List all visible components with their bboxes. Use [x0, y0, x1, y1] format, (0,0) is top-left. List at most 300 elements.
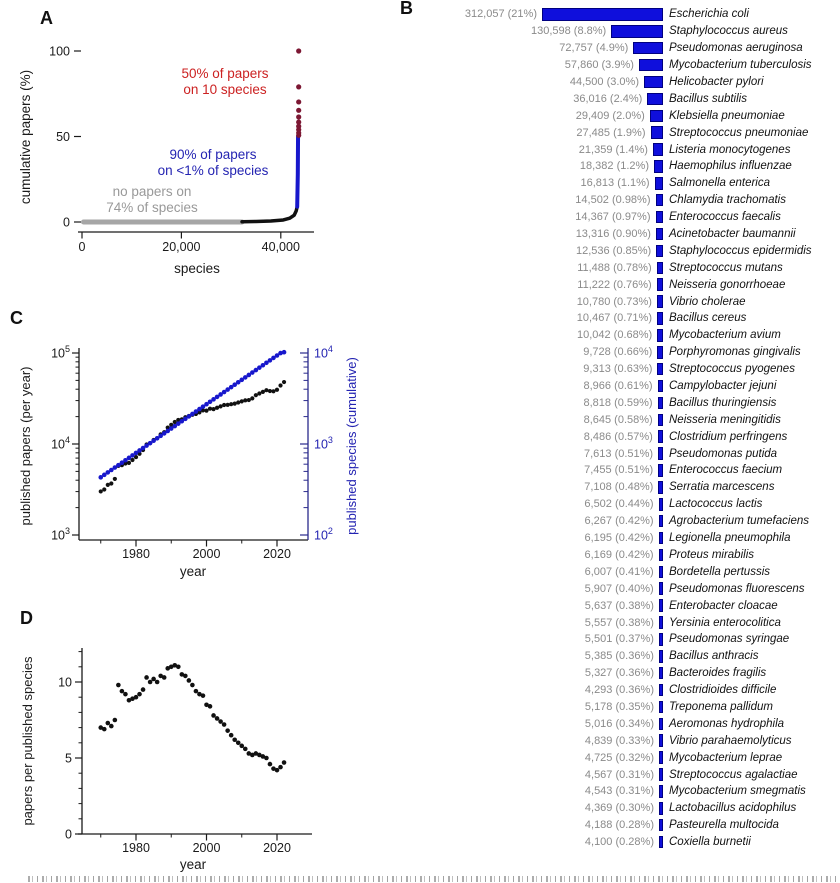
data-point	[137, 692, 142, 697]
data-point	[296, 84, 301, 89]
bar-row	[400, 783, 840, 800]
bar-row	[400, 597, 840, 614]
bar-value-label: 5,501 (0.37%)	[584, 633, 654, 646]
x-tick-label: 0	[78, 240, 86, 254]
bar-value-label: 21,359 (1.4%)	[578, 143, 648, 156]
data-point	[99, 489, 103, 493]
data-point	[148, 680, 153, 685]
bar-value-label: 72,757 (4.9%)	[559, 42, 629, 55]
bar-row	[400, 209, 840, 226]
bar	[647, 93, 663, 106]
bar-value-label: 8,645 (0.58%)	[583, 413, 653, 426]
bar	[659, 684, 663, 697]
bar	[659, 751, 663, 764]
data-point	[239, 744, 244, 749]
bar-row	[400, 563, 840, 580]
bar-cell	[400, 819, 663, 832]
bar	[659, 599, 663, 612]
x-axis-label: year	[179, 564, 207, 579]
panel-d-letter: D	[20, 608, 33, 628]
bar	[651, 126, 664, 139]
data-point	[278, 383, 282, 387]
bar	[658, 430, 663, 443]
bar	[659, 768, 663, 781]
data-point	[296, 108, 301, 113]
bar-row	[400, 23, 840, 40]
data-point	[151, 677, 156, 682]
bar-cell	[400, 566, 663, 579]
bar-value-label: 4,839 (0.33%)	[584, 734, 654, 747]
species-name: Neisseria gonorrhoeae	[669, 278, 786, 291]
data-point	[296, 120, 301, 125]
bar-cell	[400, 76, 663, 89]
bar-value-label: 312,057 (21%)	[464, 8, 537, 21]
x-tick-label: 1980	[122, 547, 150, 561]
bar-row	[400, 192, 840, 209]
right-axis-label: published species (cumulative)	[344, 357, 359, 535]
bar-cell	[400, 160, 663, 173]
bar-row	[400, 631, 840, 648]
bar-value-label: 5,637 (0.38%)	[584, 599, 654, 612]
bar-cell	[400, 194, 663, 207]
bar-value-label: 10,780 (0.73%)	[576, 295, 652, 308]
bar-value-label: 36,016 (2.4%)	[573, 92, 643, 105]
x-tick-label: 2020	[263, 547, 291, 561]
bar-row	[400, 293, 840, 310]
bar-row	[400, 513, 840, 530]
species-name: Staphylococcus epidermidis	[669, 244, 812, 257]
bar	[659, 549, 663, 562]
bar-value-label: 27,485 (1.9%)	[576, 126, 646, 139]
species-name: Chlamydia trachomatis	[669, 194, 786, 207]
species-name: Pseudomonas fluorescens	[669, 582, 805, 595]
data-point	[296, 114, 301, 119]
species-name: Vibrio parahaemolyticus	[669, 734, 792, 747]
bar	[657, 312, 663, 325]
bar-value-label: 8,486 (0.57%)	[583, 430, 653, 443]
bar-value-label: 6,502 (0.44%)	[584, 498, 654, 511]
bar-cell	[400, 380, 663, 393]
species-name: Mycobacterium tuberculosis	[669, 59, 812, 72]
right-tick-label: $10^3$	[314, 435, 333, 452]
bar	[659, 785, 663, 798]
bar-cell	[400, 228, 663, 241]
bar	[659, 718, 663, 731]
bar-cell	[400, 312, 663, 325]
bar-row	[400, 445, 840, 462]
bar-cell	[400, 414, 663, 427]
bar-cell	[400, 498, 663, 511]
bar-cell	[400, 59, 663, 72]
cropped-caption-strip	[28, 876, 840, 882]
species-with-few-papers	[242, 207, 297, 222]
species-name: Bordetella pertussis	[669, 565, 770, 578]
bar-value-label: 5,327 (0.36%)	[584, 667, 654, 680]
x-tick-label: 2000	[192, 547, 221, 561]
data-point	[264, 388, 268, 392]
bar-row	[400, 614, 840, 631]
bar-value-label: 4,188 (0.28%)	[584, 819, 654, 832]
bar-cell	[400, 110, 663, 123]
bar	[639, 59, 663, 72]
data-point	[268, 762, 273, 767]
bar-cell	[400, 93, 663, 106]
panel-b-letter: B	[400, 0, 413, 18]
species-name: Lactobacillus acidophilus	[669, 802, 797, 815]
bar-row	[400, 699, 840, 716]
data-point	[275, 768, 280, 773]
bar	[659, 515, 663, 528]
x-tick-label: 20,000	[162, 240, 201, 254]
bar-row	[400, 547, 840, 564]
bar-cell	[400, 245, 663, 258]
species-name: Escherichia coli	[669, 8, 749, 21]
bar-value-label: 6,169 (0.42%)	[584, 548, 654, 561]
panel-a-letter: A	[40, 8, 53, 28]
bar-value-label: 9,313 (0.63%)	[583, 363, 653, 376]
bar-value-label: 11,222 (0.76%)	[577, 278, 652, 291]
bar-cell	[400, 177, 663, 190]
data-point	[282, 350, 287, 355]
bar-value-label: 7,613 (0.51%)	[584, 447, 654, 460]
bar-row	[400, 6, 840, 23]
bar-row	[400, 682, 840, 699]
species-name: Campylobacter jejuni	[669, 380, 777, 393]
data-point	[282, 760, 287, 765]
data-point	[278, 765, 283, 770]
papers-series	[99, 380, 287, 494]
bar	[659, 566, 663, 579]
species-name: Enterococcus faecium	[669, 464, 783, 477]
species-name: Serratia marcescens	[669, 481, 775, 494]
right-tick-label: $10^2$	[314, 526, 333, 543]
data-point	[194, 689, 199, 694]
y-tick-label: 50	[56, 130, 70, 144]
species-name: Porphyromonas gingivalis	[669, 346, 801, 359]
bar-row	[400, 276, 840, 293]
bar-cell	[400, 346, 663, 359]
bar	[659, 498, 664, 511]
data-point	[222, 722, 227, 727]
species-name: Pasteurella multocida	[669, 819, 779, 832]
bar-cell	[400, 701, 663, 714]
bar-row	[400, 74, 840, 91]
bar	[633, 42, 663, 55]
data-point	[102, 487, 106, 491]
y-tick-label: 0	[63, 215, 70, 230]
bar-cell	[400, 633, 663, 646]
bar-row	[400, 378, 840, 395]
species-name: Neisseria meningitidis	[669, 413, 781, 426]
left-tick-label: $10^5$	[51, 344, 70, 361]
species-name: Acinetobacter baumannii	[669, 228, 796, 241]
bar-cell	[400, 430, 663, 443]
data-point	[134, 695, 139, 700]
left-tick-label: $10^4$	[51, 435, 70, 452]
bar	[659, 616, 663, 629]
bar-row	[400, 749, 840, 766]
bar-row	[400, 310, 840, 327]
x-tick-label: 2020	[263, 841, 291, 855]
bar-row	[400, 800, 840, 817]
data-point	[243, 747, 248, 752]
bar	[657, 346, 663, 359]
data-point	[116, 683, 121, 688]
species-name: Klebsiella pneumoniae	[669, 109, 785, 122]
bar-cell	[400, 211, 663, 224]
x-axis-label: species	[174, 261, 220, 276]
bar	[658, 380, 663, 393]
species-name: Pseudomonas putida	[669, 447, 778, 460]
y-tick-label: 10	[58, 675, 72, 690]
bar-row	[400, 834, 840, 851]
species-name: Vibrio cholerae	[669, 295, 746, 308]
y-tick-label: 0	[65, 827, 72, 842]
bar-value-label: 4,100 (0.28%)	[584, 836, 654, 849]
bar-value-label: 6,267 (0.42%)	[584, 515, 654, 528]
bar-cell	[400, 42, 663, 55]
bar	[656, 194, 664, 207]
bar-cell	[400, 126, 663, 139]
bar	[654, 160, 663, 173]
bar	[657, 295, 663, 308]
bar	[542, 8, 663, 21]
bar-cell	[400, 549, 663, 562]
bar-cell	[400, 734, 663, 747]
bar-value-label: 8,818 (0.59%)	[583, 396, 653, 409]
x-tick-label: 2000	[192, 841, 221, 855]
data-point	[187, 678, 192, 683]
species-name: Proteus mirabilis	[669, 548, 754, 561]
data-point	[229, 733, 234, 738]
bar-row	[400, 57, 840, 74]
bar-row	[400, 411, 840, 428]
bar-value-label: 5,557 (0.38%)	[584, 616, 654, 629]
data-point	[141, 687, 146, 692]
species-name: Pseudomonas aeruginosa	[669, 42, 803, 55]
bar	[659, 667, 663, 680]
data-point	[109, 481, 113, 485]
bar-value-label: 12,536 (0.85%)	[575, 244, 652, 257]
bar-row	[400, 732, 840, 749]
bar-row	[400, 107, 840, 124]
bar-cell	[400, 616, 663, 629]
bar-cell	[400, 836, 663, 849]
bar	[656, 211, 664, 224]
bar	[658, 481, 663, 494]
bar-value-label: 13,316 (0.90%)	[575, 228, 651, 241]
bar-cell	[400, 397, 663, 410]
species-name: Clostridium perfringens	[669, 430, 788, 443]
data-point	[201, 693, 206, 698]
bar-value-label: 57,860 (3.9%)	[564, 59, 634, 72]
y-tick-label: 5	[65, 751, 72, 766]
y-tick-label: 100	[49, 44, 70, 59]
bar-cell	[400, 329, 663, 342]
species-name: Clostridioides difficile	[669, 684, 777, 697]
data-point	[176, 665, 181, 670]
data-point	[236, 741, 241, 746]
bar-row	[400, 648, 840, 665]
bar	[659, 582, 663, 595]
y-axis-label: cumulative papers (%)	[18, 69, 33, 205]
right-tick-label: $10^4$	[314, 344, 333, 361]
bar-cell	[400, 650, 663, 663]
species-name: Agrobacterium tumefaciens	[669, 515, 809, 528]
data-point	[102, 727, 107, 732]
species-with-most-papers	[297, 137, 298, 207]
species-name: Staphylococcus aureus	[669, 25, 788, 38]
bar	[659, 802, 663, 815]
data-point	[183, 674, 188, 679]
bar-value-label: 18,382 (1.2%)	[579, 160, 649, 173]
bar-row	[400, 226, 840, 243]
species-name: Treponema pallidum	[669, 700, 773, 713]
bar-row	[400, 158, 840, 175]
species-name: Helicobacter pylori	[669, 76, 764, 88]
data-point	[144, 675, 149, 680]
bar-value-label: 4,567 (0.31%)	[584, 768, 654, 781]
data-point	[211, 713, 216, 718]
bar-row	[400, 580, 840, 597]
data-point	[123, 692, 128, 697]
bar-row	[400, 344, 840, 361]
data-point	[232, 737, 237, 742]
species-name: Legionella pneumophila	[669, 532, 791, 545]
bar-cell	[400, 363, 663, 376]
y-axis-label: papers per published species	[20, 656, 35, 826]
bar-row	[400, 665, 840, 682]
bar-cell	[400, 143, 663, 156]
species-name: Mycobacterium smegmatis	[669, 785, 806, 798]
species-name: Bacillus subtilis	[669, 92, 747, 105]
data-point	[264, 756, 269, 761]
bar	[659, 532, 663, 545]
data-point	[120, 689, 125, 694]
bar-cell	[400, 464, 663, 477]
species-name: Streptococcus pyogenes	[669, 363, 795, 376]
bar-row	[400, 394, 840, 411]
data-point	[282, 380, 286, 384]
species-name: Haemophilus influenzae	[669, 160, 792, 173]
bar-value-label: 130,598 (8.8%)	[530, 25, 607, 38]
bar	[657, 363, 663, 376]
bar-row	[400, 124, 840, 141]
bar-cell	[400, 751, 663, 764]
bar	[659, 819, 663, 832]
bar-value-label: 10,042 (0.68%)	[576, 329, 653, 342]
data-point	[127, 461, 131, 465]
bar-row	[400, 327, 840, 344]
bar	[657, 278, 663, 291]
bar-value-label: 4,543 (0.31%)	[584, 785, 654, 798]
bar-cell	[400, 768, 663, 781]
bar-cell	[400, 278, 663, 291]
bar-row	[400, 462, 840, 479]
left-tick-label: $10^3$	[51, 526, 70, 543]
bar	[659, 836, 663, 849]
bar-cell	[400, 262, 663, 275]
bar-value-label: 6,195 (0.42%)	[584, 532, 654, 545]
panel-a-chart	[0, 0, 400, 300]
bar	[611, 25, 663, 38]
annotation: on <1% of species	[157, 163, 269, 178]
species-name: Streptococcus mutans	[669, 261, 783, 274]
bar-value-label: 5,385 (0.36%)	[584, 650, 654, 663]
data-point	[229, 402, 233, 406]
panel-b	[400, 0, 840, 883]
bar	[650, 110, 663, 123]
data-point	[155, 680, 160, 685]
bar-cell	[400, 582, 663, 595]
papers-per-species-series	[98, 663, 286, 772]
species-name: Streptococcus agalactiae	[669, 768, 798, 781]
bar-cell	[400, 667, 663, 680]
bar	[656, 228, 663, 241]
bar	[644, 76, 663, 89]
bar-value-label: 10,467 (0.71%)	[576, 312, 652, 325]
bar-cell	[400, 599, 663, 612]
species-name: Pseudomonas syringae	[669, 633, 790, 646]
bar	[653, 143, 663, 156]
top-species-dots	[296, 48, 301, 138]
bar-row	[400, 141, 840, 158]
species-name: Streptococcus pneumoniae	[669, 126, 809, 139]
data-point	[250, 396, 254, 400]
data-point	[109, 724, 114, 729]
bar	[658, 397, 663, 410]
bar-value-label: 5,016 (0.34%)	[584, 717, 654, 730]
species-name: Lactococcus lactis	[669, 498, 763, 511]
bar-value-label: 14,367 (0.97%)	[575, 211, 651, 224]
bar	[657, 329, 663, 342]
species-name: Coxiella burnetii	[669, 836, 751, 849]
bar-row	[400, 242, 840, 259]
bar-row	[400, 428, 840, 445]
bar-value-label: 16,813 (1.1%)	[580, 177, 650, 190]
bar-row	[400, 175, 840, 192]
bar-row	[400, 530, 840, 547]
bar	[656, 245, 663, 258]
bar-row	[400, 766, 840, 783]
bar-value-label: 11,488 (0.78%)	[577, 261, 652, 274]
data-point	[275, 388, 279, 392]
left-axis-label: published papers (per year)	[18, 366, 33, 526]
bar	[658, 464, 663, 477]
species-name: Mycobacterium leprae	[669, 751, 783, 764]
panel-c	[0, 300, 400, 580]
data-point	[208, 407, 212, 411]
data-point	[113, 718, 118, 723]
bar-row	[400, 259, 840, 276]
bar-row	[400, 40, 840, 57]
bar-value-label: 6,007 (0.41%)	[584, 565, 654, 578]
species-name: Bacillus anthracis	[669, 650, 759, 663]
annotation: 50% of papers	[181, 66, 269, 81]
bar-row	[400, 496, 840, 513]
data-point	[215, 716, 220, 721]
bar-row	[400, 90, 840, 107]
panel-d-chart	[0, 580, 400, 883]
data-point	[226, 403, 230, 407]
species-name: Enterobacter cloacae	[669, 599, 778, 612]
data-point	[190, 683, 195, 688]
bar-row	[400, 479, 840, 496]
bar-cell	[400, 481, 663, 494]
species-series	[98, 350, 286, 480]
bar-cell	[400, 8, 663, 21]
data-point	[296, 48, 301, 53]
